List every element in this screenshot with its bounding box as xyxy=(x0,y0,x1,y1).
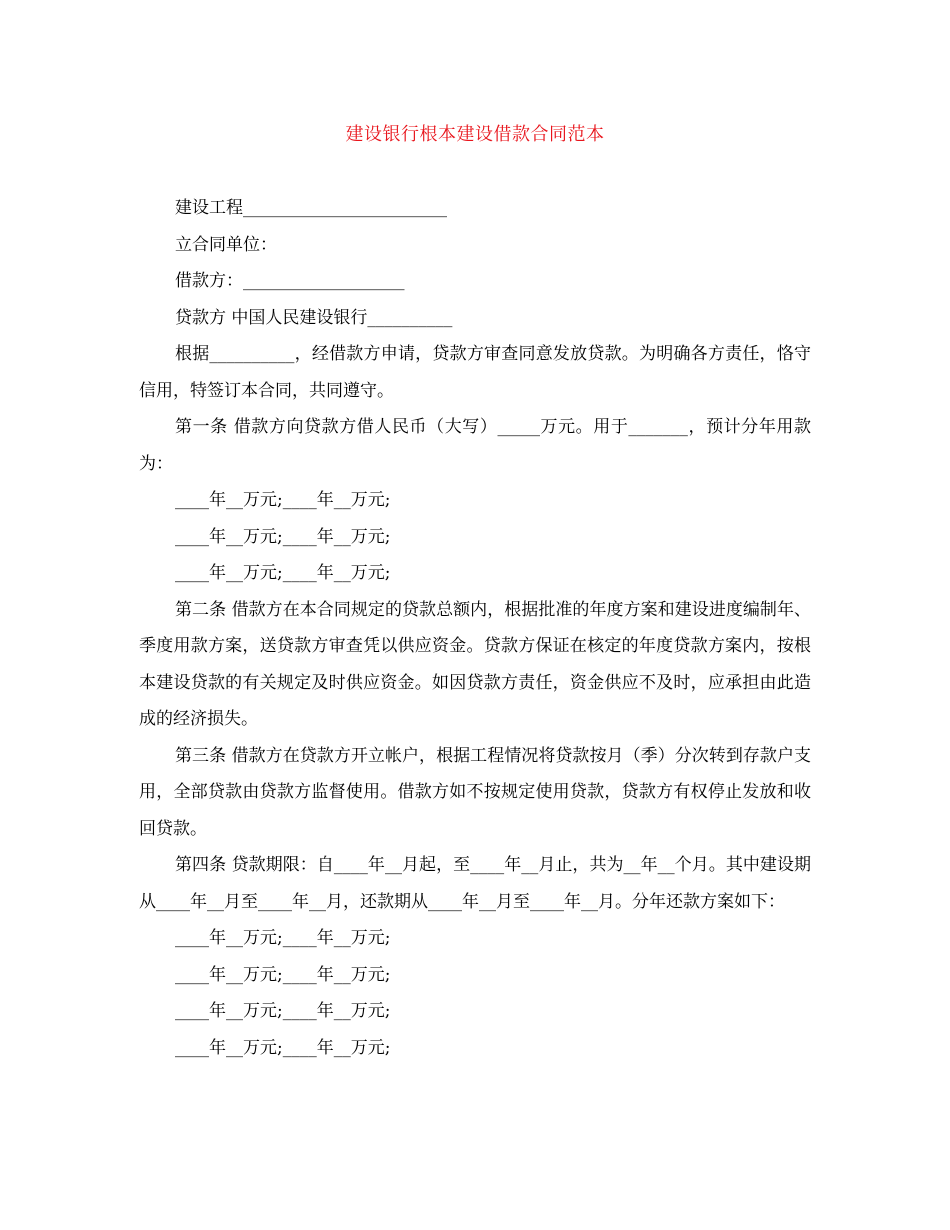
paragraph-usage-line-1: ____年__万元;____年__万元; xyxy=(175,490,391,510)
paragraph-repayment-line-1: ____年__万元;____年__万元; xyxy=(175,928,391,948)
paragraph-contracting-parties: 立合同单位： xyxy=(175,234,277,255)
paragraph-article-3: 第三条 借款方在贷款方开立帐户，根据工程情况将贷款按月（季）分次转到存款户支用，全部贷款由贷款方监督使用。借款方如不按规定使用贷款，贷款方有权停止发放和收回贷款。 xyxy=(139,745,811,839)
paragraph-usage-line-3: ____年__万元;____年__万元; xyxy=(175,563,391,583)
document-title: 建设银行根本建设借款合同范本 xyxy=(345,124,605,145)
paragraph-repayment-line-2: ____年__万元;____年__万元; xyxy=(175,964,391,985)
paragraph-article-4: 第四条 贷款期限：自____年__月起，至____年__月止，共为__年__个月。其中建设期从____年__月至____年__月，还款期从____年__月至____年__月。分年还款方案如下： xyxy=(139,855,811,912)
paragraph-lender: 贷款方 中国人民建设银行__________ xyxy=(175,307,453,328)
paragraph-project: 建设工程________________________ xyxy=(175,198,447,218)
paragraph-repayment-line-3: ____年__万元;____年__万元; xyxy=(175,1001,391,1021)
paragraph-article-2: 第二条 借款方在本合同规定的贷款总额内，根据批准的年度方案和建设进度编制年、季度用款方案，送贷款方审查凭以供应资金。贷款方保证在核定的年度贷款方案内，按根本建设贷款的有关规定及时供应资金。如因贷款方责任，资金供应不及时，应承担由此造成的经济损失。 xyxy=(139,599,811,729)
paragraph-preamble: 根据__________，经借款方申请，贷款方审查同意发放贷款。为明确各方责任，恪守信用，特签订本合同，共同遵守。 xyxy=(139,344,811,401)
paragraph-usage-line-2: ____年__万元;____年__万元; xyxy=(175,526,391,547)
paragraph-borrower: 借款方：___________________ xyxy=(175,271,405,291)
document-body xyxy=(139,190,811,1066)
paragraph-repayment-line-4: ____年__万元;____年__万元; xyxy=(175,1037,391,1058)
paragraph-article-1: 第一条 借款方向贷款方借人民币（大写）_____万元。用于_______，预计分年用款为： xyxy=(139,417,811,474)
